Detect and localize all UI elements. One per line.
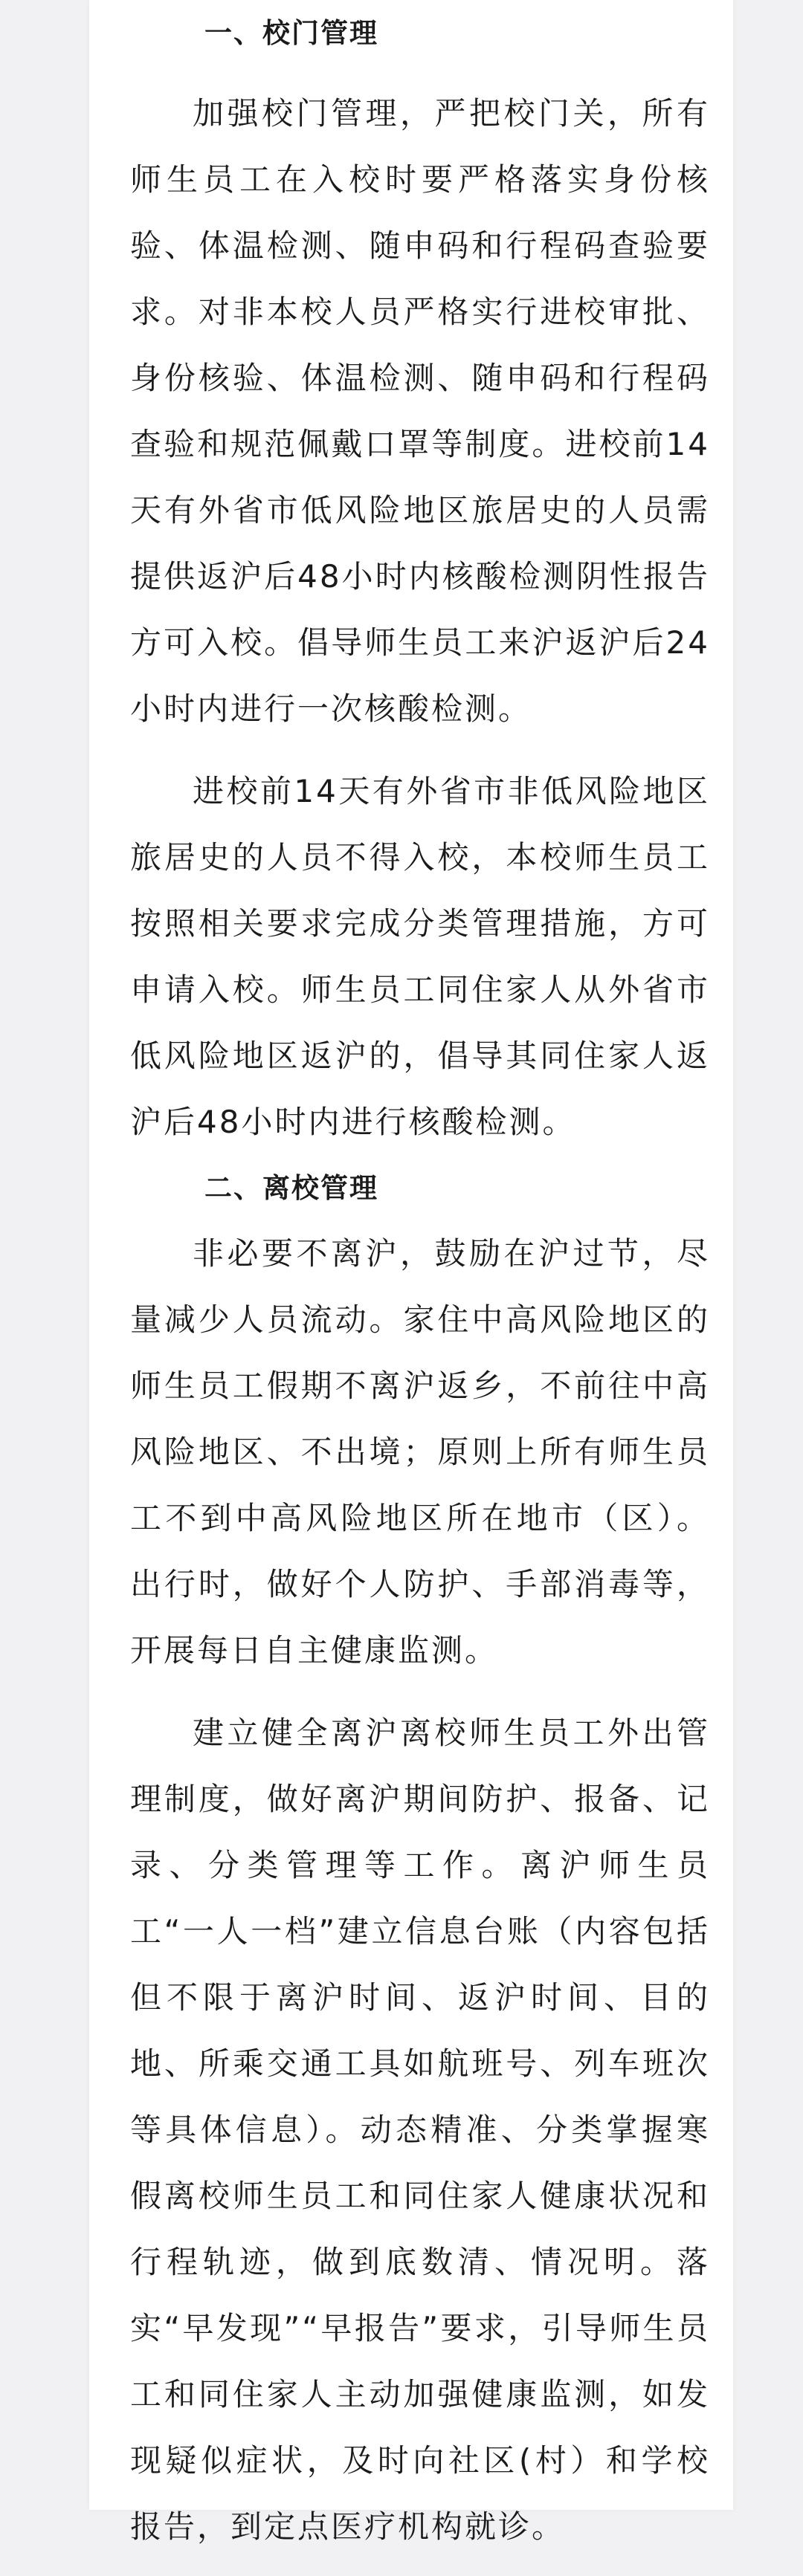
paragraph: 进校前14天有外省市非低风险地区旅居史的人员不得入校，本校师生员工按照相关要求完成分类管理措施，方可申请入校。师生员工同住家人从外省市低风险地区返沪的，倡导其同住家人返沪后48小时内进行核酸检测。: [130, 773, 710, 1140]
paragraph: 加强校门管理，严把校门关，所有师生员工在入校时要严格落实身份核验、体温检测、随申码和行程码查验要求。对非本校人员严格实行进校审批、身份核验、体温检测、随申码和行程码查验和规范佩戴口罩等制度。进校前14天有外省市低风险地区旅居史的人员需提供返沪后48小时内核酸检测阴性报告方可入校。倡导师生员工来沪返沪后24小时内进行一次核酸检测。: [130, 95, 710, 727]
section-heading-leave: 二、离校管理: [204, 1172, 378, 1204]
article-body: [130, 0, 710, 2576]
section-heading-gate: 一、校门管理: [204, 17, 378, 49]
paragraph: 非必要不离沪，鼓励在沪过节，尽量减少人员流动。家住中高风险地区的师生员工假期不离沪返乡，不前往中高风险地区、不出境；原则上所有师生员工不到中高风险地区所在地市（区）。出行时，做好个人防护、手部消毒等，开展每日自主健康监测。: [130, 1235, 710, 1669]
paragraph: 建立健全离沪离校师生员工外出管理制度，做好离沪期间防护、报备、记录、分类管理等工作。离沪师生员工“一人一档”建立信息台账（内容包括但不限于离沪时间、返沪时间、目的地、所乘交通工具如航班号、列车班次等具体信息）。动态精准、分类掌握寒假离校师生员工和同住家人健康状况和行程轨迹，做到底数清、情况明。落实“早发现”“早报告”要求，引导师生员工和同住家人主动加强健康监测，如发现疑似症状，及时向社区(村）和学校报告，到定点医疗机构就诊。: [130, 1715, 710, 2545]
